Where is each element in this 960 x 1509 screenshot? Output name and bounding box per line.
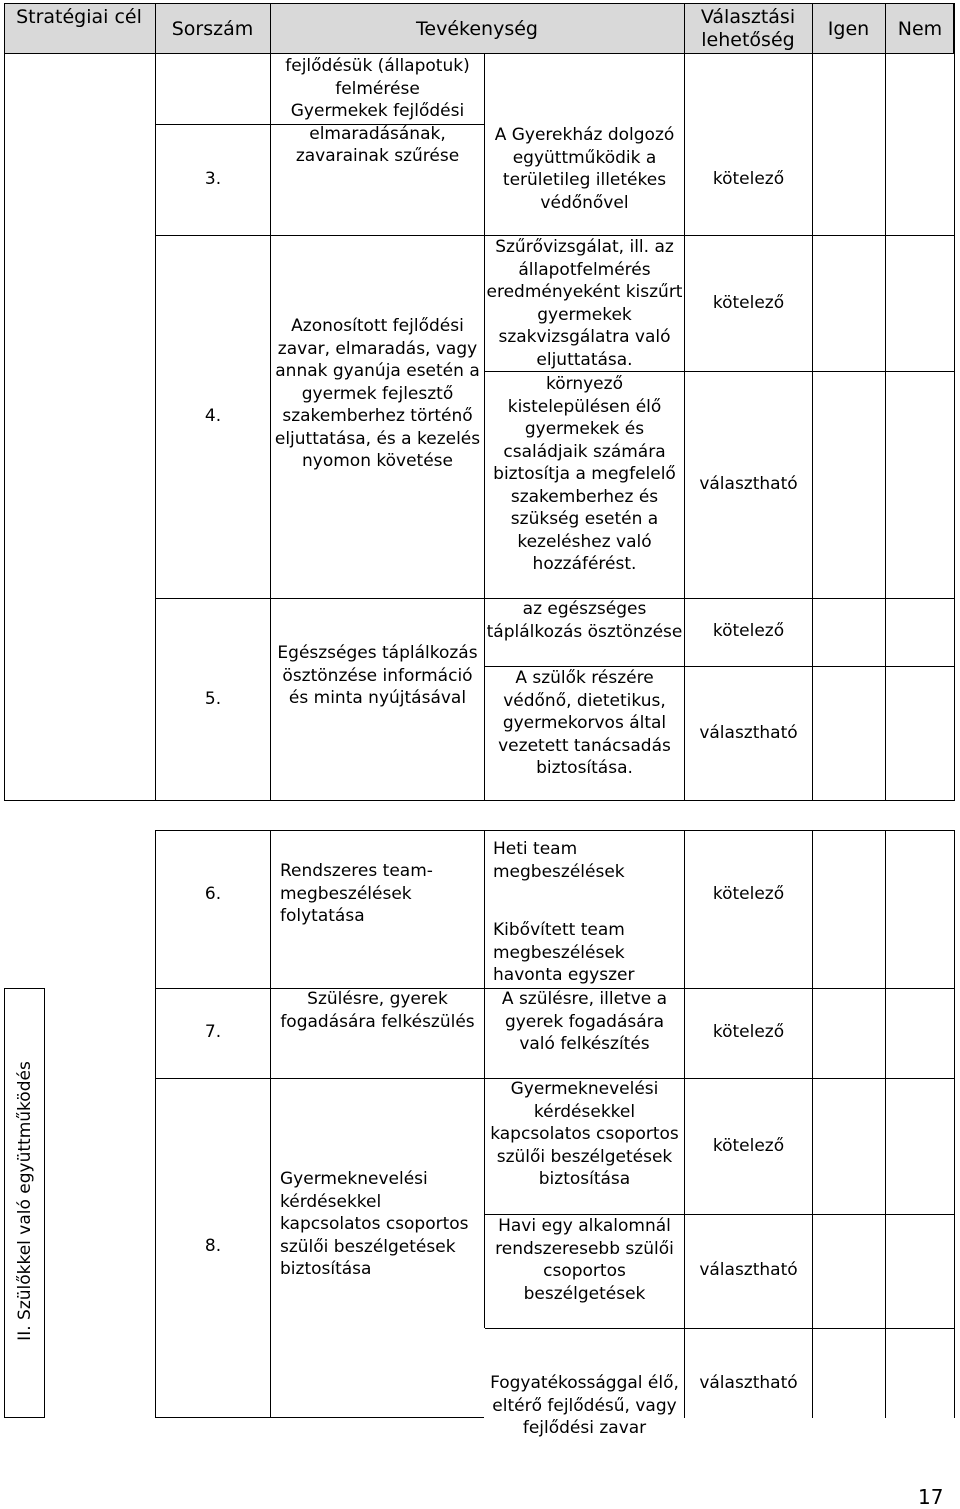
choice-cell: kötelező — [712, 884, 785, 904]
border — [684, 830, 685, 1418]
detail-cell: Gyermeknevelési kérdésekkel kapcsolatos csoportos szülői beszélgetések biztosítása — [490, 1079, 679, 1189]
detail-cell: az egészséges táplálkozás ösztönzése — [486, 599, 683, 642]
activity-cell: Rendszeres team-megbeszélések folytatása — [280, 861, 433, 926]
activity-cell: Gyermeknevelési kérdésekkel kapcsolatos csoportos szülői beszélgetések biztosítása — [280, 1169, 469, 1279]
border — [812, 3, 813, 800]
border — [4, 988, 5, 1418]
choice-cell: választható — [699, 723, 798, 743]
border — [156, 830, 954, 831]
choice-cell: kötelező — [712, 169, 785, 189]
detail-cell: A szülők részére védőnő, dietetikus, gyermekorvos által vezetett tanácsadás biztosítása. — [498, 668, 671, 778]
header-yes: Igen — [827, 18, 870, 40]
border — [270, 830, 271, 1418]
border — [885, 830, 886, 1418]
choice-cell: kötelező — [712, 621, 785, 641]
header-number: Sorszám — [171, 18, 254, 40]
activity-cell: Azonosított fejlődési zavar, elmaradás, vagy annak gyanúja esetén a gyermek fejlesztő szakemberhez történő eljuttatása, és a kezelés nyomon követése — [274, 316, 481, 471]
header-strategic-goal: Stratégiai cél — [16, 6, 142, 28]
border — [4, 988, 44, 989]
activity-cell: fejlődésük (állapotuk) felmérése Gyermekek fejlődési elmaradásának, zavarainak szűrése — [285, 56, 470, 166]
choice-cell: kötelező — [712, 293, 785, 313]
choice-cell: választható — [699, 1373, 798, 1393]
border — [485, 1328, 954, 1329]
choice-cell: kötelező — [712, 1136, 785, 1156]
detail-cell: Szűrővizsgálat, ill. az állapotfelmérés eredményeként kiszűrt gyermekek szakvizsgálatra való eljuttatása. — [486, 237, 683, 370]
choice-cell: választható — [699, 1260, 798, 1280]
detail-cell: A szülésre, illetve a gyerek fogadására való felkészítés — [501, 989, 668, 1054]
border — [4, 1417, 44, 1418]
border — [156, 1417, 484, 1418]
activity-cell: Egészséges táplálkozás ösztönzése információ és minta nyújtásával — [277, 643, 478, 708]
activity-cell: Szülésre, gyerek fogadására felkészülés — [280, 989, 475, 1032]
border — [155, 830, 156, 1418]
choice-cell: kötelező — [712, 1022, 785, 1042]
row-number: 7. — [204, 1022, 222, 1042]
page-number: 17 — [918, 1485, 944, 1509]
header-choice: Választási lehetőség — [700, 6, 796, 51]
border — [954, 3, 955, 800]
header-activity: Tevékenység — [416, 18, 538, 40]
border — [4, 54, 5, 800]
row-number: 3. — [204, 169, 222, 189]
border — [812, 830, 813, 1418]
border — [954, 830, 955, 1418]
border — [485, 371, 954, 372]
border — [4, 800, 955, 801]
header-no: Nem — [897, 18, 943, 40]
detail-cell: Heti team megbeszélések — [493, 839, 625, 882]
row-number: 4. — [204, 406, 222, 426]
detail-cell: Kibővített team megbeszélések havonta egyszer — [493, 920, 635, 985]
detail-cell: Havi egy alkalomnál rendszeresebb szülői csoportos beszélgetések — [495, 1216, 674, 1304]
strategic-goal-label: II. Szülőkkel való együttműködés — [15, 1061, 35, 1341]
border — [44, 988, 45, 1418]
row-number: 5. — [204, 689, 222, 709]
border — [155, 3, 156, 800]
row-number: 8. — [204, 1236, 222, 1256]
detail-cell: Fogyatékossággal élő, eltérő fejlődésű, vagy fejlődési zavar — [490, 1373, 679, 1438]
row-number: 6. — [204, 884, 222, 904]
choice-cell: választható — [699, 474, 798, 494]
detail-cell: A Gyerekház dolgozó együttműködik a területileg illetékes védőnővel — [494, 125, 675, 213]
detail-cell: környező kistelepülésen élő gyermekek és családjaik számára biztosítja a megfelelő szakemberhez és szükség esetén a kezeléshez való hozzáférést. — [493, 374, 676, 574]
border — [885, 3, 886, 800]
border — [684, 3, 685, 800]
